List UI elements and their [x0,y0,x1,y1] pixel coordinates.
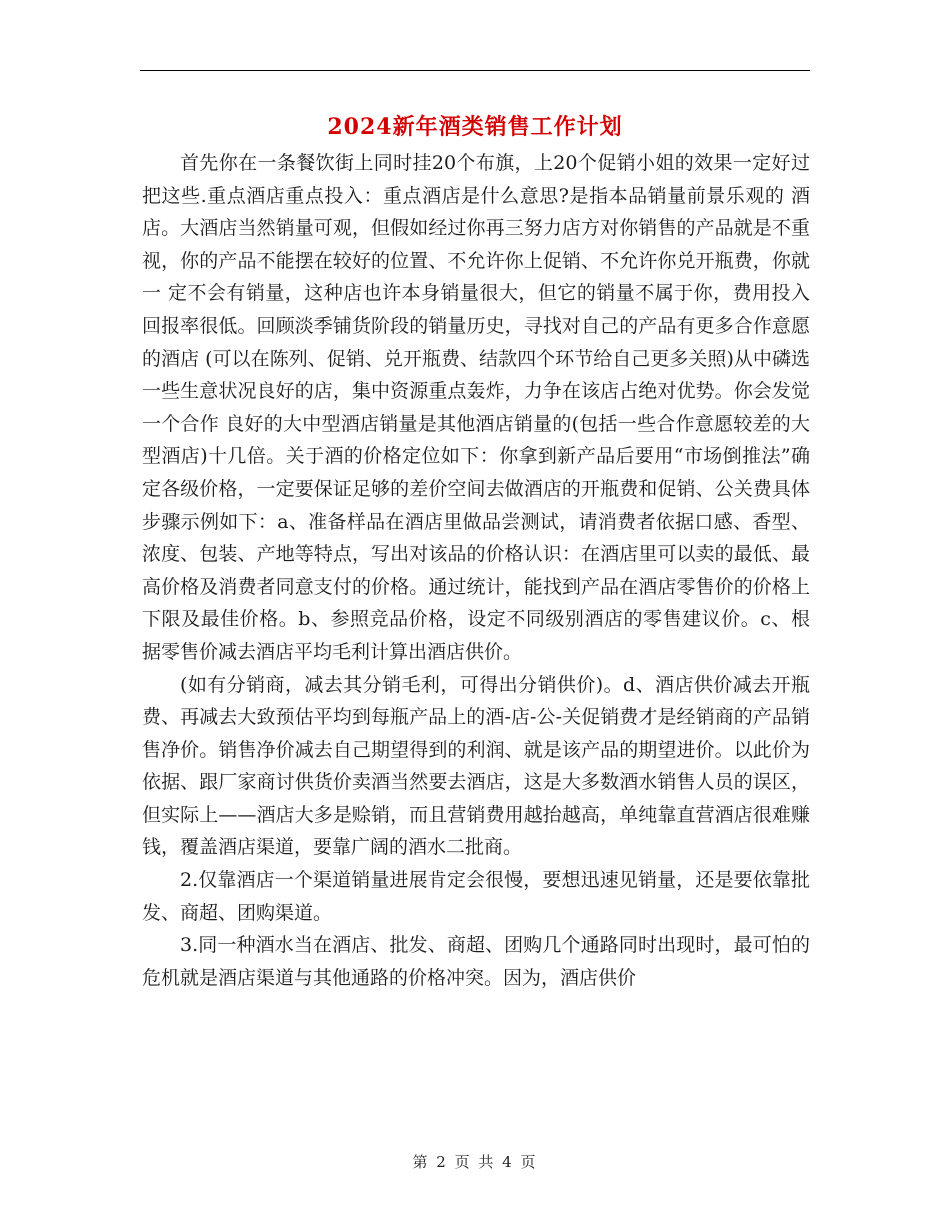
paragraph-4: 3.同一种酒水当在酒店、批发、商超、团购几个通路同时出现时，最可怕的危机就是酒店渠道与其他通路的价格冲突。因为，酒店供价 [142,934,810,989]
paragraph-1: 首先你在一条餐饮街上同时挂20个布旗，上20个促销小姐的效果一定好过把这些.重点酒店重点投入：重点酒店是什么意思?是指本品销量前景乐观的 酒店。大酒店当然销量可观，但假如经过你再三努力店方对你销售的产品就是不重视，你的产品不能摆在较好的位置、不允许你上促销、不允许你兑开瓶费，你就一 定不会有销量，这种店也许本身销量很大，但它的销量不属于你，费用投入回报率很低。回顾淡季铺货阶段的销量历史，寻找对自己的产品有更多合作意愿的酒店 (可以在陈列、促销、兑开瓶费、结款四个环节给自己更多关照)从中磷选一些生意状况良好的店，集中资源重点轰炸，力争在该店占绝对优势。你会发觉一个合作 良好的大中型酒店销量是其他酒店销量的(包括一些合作意愿较差的大型酒店)十几倍。关于酒的价格定位如下：你拿到新产品后要用“市场倒推法”确定各级价格，一定要保证足够的差价空间去做酒店的开瓶费和促销、公关费具体步骤示例如下：a、准备样品在酒店里做品尝测试，请消费者依据口感、香型、浓度、包装、产地等特点，写出对该品的价格认识：在酒店里可以卖的最低、最高价格及消费者同意支付的价格。通过统计，能找到产品在酒店零售价的价格上下限及最佳价格。b、参照竞品价格，设定不同级别酒店的零售建议价。c、根据零售价减去酒店平均毛利计算出酒店供价。 [142,152,810,663]
header-rule [140,70,810,71]
document-title: 2024新年酒类销售工作计划 [327,114,623,140]
page-number-footer: 第 2 页 共 4 页 [412,1153,538,1171]
paragraph-3: 2.仅靠酒店一个渠道销量进展肯定会很慢，要想迅速见销量，还是要依靠批发、商超、团购渠道。 [142,869,810,924]
paragraph-2: (如有分销商，减去其分销毛利，可得出分销供价)。d、酒店供价减去开瓶费、再减去大致预估平均到每瓶产品上的酒-店-公-关促销费才是经销商的产品销售净价。销售净价减去自己期望得到的利润、就是该产品的期望进价。以此价为依据、跟厂家商讨供货价卖酒当然要去酒店，这是大多数酒水销售人员的误区，但实际上——酒店大多是赊销，而且营销费用越抬越高，单纯靠直营酒店很难赚钱，覆盖酒店渠道，要靠广阔的酒水二批商。 [142,673,810,859]
document-body [142,147,810,994]
